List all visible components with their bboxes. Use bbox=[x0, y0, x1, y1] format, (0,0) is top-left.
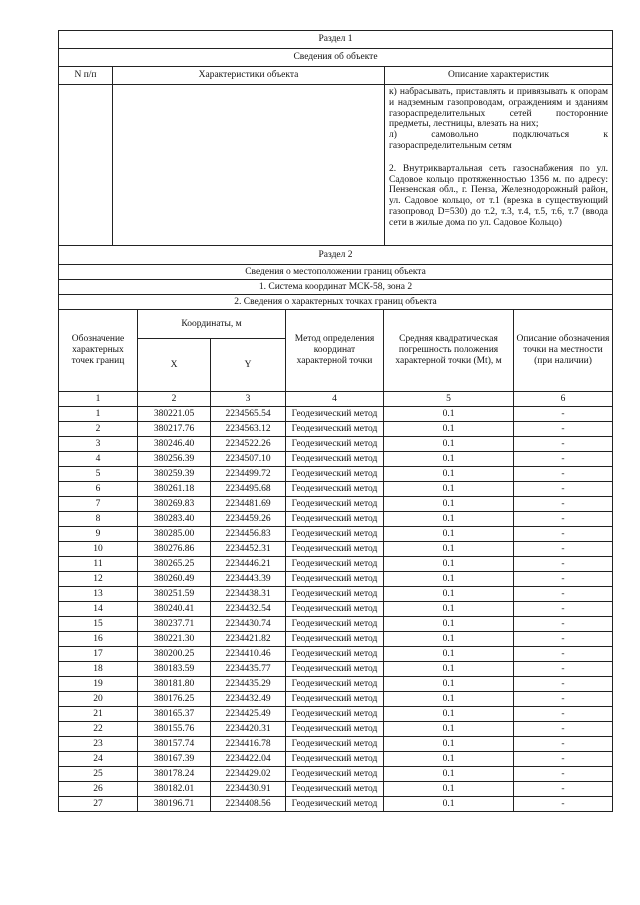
empty-cell bbox=[113, 85, 385, 246]
point-description: - bbox=[514, 437, 613, 452]
point-number: 1 bbox=[59, 407, 138, 422]
point-description: - bbox=[514, 422, 613, 437]
error-value: 0.1 bbox=[384, 752, 514, 767]
error-value: 0.1 bbox=[384, 527, 514, 542]
method: Геодезический метод bbox=[286, 617, 384, 632]
coord-y: 2234456.83 bbox=[211, 527, 286, 542]
point-number: 22 bbox=[59, 722, 138, 737]
coord-x: 380178.24 bbox=[138, 767, 211, 782]
coordinate-system: 1. Система координат МСК-58, зона 2 bbox=[59, 280, 613, 295]
table-row bbox=[59, 632, 613, 647]
table-row bbox=[59, 707, 613, 722]
method: Геодезический метод bbox=[286, 437, 384, 452]
coord-x: 380237.71 bbox=[138, 617, 211, 632]
coord-y: 2234420.31 bbox=[211, 722, 286, 737]
point-description: - bbox=[514, 707, 613, 722]
table-row bbox=[59, 527, 613, 542]
coord-x: 380276.86 bbox=[138, 542, 211, 557]
error-value: 0.1 bbox=[384, 452, 514, 467]
section2-subtitle: Сведения о местоположении границ объекта bbox=[59, 265, 613, 280]
coord-x: 380269.83 bbox=[138, 497, 211, 512]
point-description: - bbox=[514, 587, 613, 602]
table-row bbox=[59, 722, 613, 737]
error-value: 0.1 bbox=[384, 677, 514, 692]
coord-y: 2234421.82 bbox=[211, 632, 286, 647]
point-number: 24 bbox=[59, 752, 138, 767]
point-description: - bbox=[514, 602, 613, 617]
col-number: 3 bbox=[211, 392, 286, 407]
coord-x: 380196.71 bbox=[138, 797, 211, 812]
coord-y: 2234495.68 bbox=[211, 482, 286, 497]
point-description: - bbox=[514, 662, 613, 677]
method: Геодезический метод bbox=[286, 602, 384, 617]
error-value: 0.1 bbox=[384, 662, 514, 677]
col-number: 5 bbox=[384, 392, 514, 407]
method: Геодезический метод bbox=[286, 707, 384, 722]
col-number: 4 bbox=[286, 392, 384, 407]
point-number: 10 bbox=[59, 542, 138, 557]
method: Геодезический метод bbox=[286, 422, 384, 437]
header-y: Y bbox=[211, 339, 286, 392]
method: Геодезический метод bbox=[286, 482, 384, 497]
method: Геодезический метод bbox=[286, 782, 384, 797]
coord-x: 380259.39 bbox=[138, 467, 211, 482]
coord-x: 380165.37 bbox=[138, 707, 211, 722]
error-value: 0.1 bbox=[384, 797, 514, 812]
method: Геодезический метод bbox=[286, 467, 384, 482]
method: Геодезический метод bbox=[286, 407, 384, 422]
point-number: 11 bbox=[59, 557, 138, 572]
header-designation: Обозначение характерных точек границ bbox=[59, 310, 138, 392]
error-value: 0.1 bbox=[384, 482, 514, 497]
col-number: 1 bbox=[59, 392, 138, 407]
error-value: 0.1 bbox=[384, 692, 514, 707]
point-description: - bbox=[514, 647, 613, 662]
table-row bbox=[59, 542, 613, 557]
method: Геодезический метод bbox=[286, 587, 384, 602]
point-number: 27 bbox=[59, 797, 138, 812]
method: Геодезический метод bbox=[286, 692, 384, 707]
coord-x: 380221.05 bbox=[138, 407, 211, 422]
coord-y: 2234430.74 bbox=[211, 617, 286, 632]
method: Геодезический метод bbox=[286, 662, 384, 677]
error-value: 0.1 bbox=[384, 512, 514, 527]
table-row bbox=[59, 752, 613, 767]
coord-y: 2234565.54 bbox=[211, 407, 286, 422]
point-number: 13 bbox=[59, 587, 138, 602]
coord-y: 2234408.56 bbox=[211, 797, 286, 812]
document-page bbox=[58, 30, 612, 812]
coord-x: 380157.74 bbox=[138, 737, 211, 752]
point-description: - bbox=[514, 572, 613, 587]
error-value: 0.1 bbox=[384, 647, 514, 662]
error-value: 0.1 bbox=[384, 422, 514, 437]
point-number: 25 bbox=[59, 767, 138, 782]
error-value: 0.1 bbox=[384, 632, 514, 647]
error-value: 0.1 bbox=[384, 497, 514, 512]
coord-x: 380221.30 bbox=[138, 632, 211, 647]
desc-item-2: 2. Внутриквартальная сеть газоснабжения по ул. Садовое кольцо протяженностью 1356 м. по адресу: Пензенская обл., г. Пенза, Железнодорожный район, ул. Садовое кольцо, от т.1 (врезка в существующий газопровод D=530) до т.2, т.3, т.4, т.5, т.6, т.7 (ввода сети в жилые дома по ул. Садовое Кольцо) bbox=[389, 163, 608, 228]
col-header-num: N п/п bbox=[59, 67, 113, 85]
table-row bbox=[59, 797, 613, 812]
point-number: 20 bbox=[59, 692, 138, 707]
coord-y: 2234446.21 bbox=[211, 557, 286, 572]
method: Геодезический метод bbox=[286, 572, 384, 587]
error-value: 0.1 bbox=[384, 557, 514, 572]
point-number: 15 bbox=[59, 617, 138, 632]
point-description: - bbox=[514, 752, 613, 767]
section2-table bbox=[58, 246, 613, 812]
desc-item-k: к) набрасывать, приставлять и привязывать к опорам и надземным газопроводам, ограждениям и зданиям газораспределительных сетей посторонние предметы, лестницы, влезать на них; bbox=[389, 87, 608, 130]
point-description: - bbox=[514, 722, 613, 737]
error-value: 0.1 bbox=[384, 707, 514, 722]
error-value: 0.1 bbox=[384, 437, 514, 452]
error-value: 0.1 bbox=[384, 617, 514, 632]
method: Геодезический метод bbox=[286, 677, 384, 692]
table-row bbox=[59, 407, 613, 422]
coord-x: 380261.18 bbox=[138, 482, 211, 497]
table-row bbox=[59, 767, 613, 782]
error-value: 0.1 bbox=[384, 767, 514, 782]
point-description: - bbox=[514, 737, 613, 752]
table-row bbox=[59, 602, 613, 617]
method: Геодезический метод bbox=[286, 557, 384, 572]
point-number: 8 bbox=[59, 512, 138, 527]
error-value: 0.1 bbox=[384, 722, 514, 737]
method: Геодезический метод bbox=[286, 497, 384, 512]
error-value: 0.1 bbox=[384, 467, 514, 482]
section1-subtitle: Сведения об объекте bbox=[59, 49, 613, 67]
col-number: 2 bbox=[138, 392, 211, 407]
table-row bbox=[59, 482, 613, 497]
error-value: 0.1 bbox=[384, 587, 514, 602]
point-number: 17 bbox=[59, 647, 138, 662]
point-description: - bbox=[514, 407, 613, 422]
coord-x: 380200.25 bbox=[138, 647, 211, 662]
point-number: 5 bbox=[59, 467, 138, 482]
point-description: - bbox=[514, 797, 613, 812]
error-value: 0.1 bbox=[384, 602, 514, 617]
point-description: - bbox=[514, 677, 613, 692]
coord-y: 2234435.29 bbox=[211, 677, 286, 692]
point-description: - bbox=[514, 497, 613, 512]
header-description: Описание обозначения точки на местности (при наличии) bbox=[514, 310, 613, 392]
table-row bbox=[59, 647, 613, 662]
coord-y: 2234410.46 bbox=[211, 647, 286, 662]
coord-x: 380260.49 bbox=[138, 572, 211, 587]
point-number: 3 bbox=[59, 437, 138, 452]
coord-y: 2234438.31 bbox=[211, 587, 286, 602]
table-row bbox=[59, 452, 613, 467]
coord-y: 2234481.69 bbox=[211, 497, 286, 512]
table-row bbox=[59, 422, 613, 437]
table-row bbox=[59, 692, 613, 707]
coord-x: 380183.59 bbox=[138, 662, 211, 677]
table-row bbox=[59, 782, 613, 797]
coord-x: 380256.39 bbox=[138, 452, 211, 467]
error-value: 0.1 bbox=[384, 737, 514, 752]
section2-title: Раздел 2 bbox=[59, 246, 613, 265]
section1-table bbox=[58, 30, 613, 246]
coord-y: 2234435.77 bbox=[211, 662, 286, 677]
point-number: 9 bbox=[59, 527, 138, 542]
error-value: 0.1 bbox=[384, 542, 514, 557]
coord-y: 2234429.02 bbox=[211, 767, 286, 782]
col-header-characteristics: Характеристики объекта bbox=[113, 67, 385, 85]
header-coords: Координаты, м bbox=[138, 310, 286, 339]
table-row bbox=[59, 512, 613, 527]
coord-x: 380285.00 bbox=[138, 527, 211, 542]
coord-y: 2234452.31 bbox=[211, 542, 286, 557]
point-number: 19 bbox=[59, 677, 138, 692]
coord-x: 380167.39 bbox=[138, 752, 211, 767]
coord-x: 380176.25 bbox=[138, 692, 211, 707]
coord-x: 380246.40 bbox=[138, 437, 211, 452]
coord-y: 2234459.26 bbox=[211, 512, 286, 527]
point-description: - bbox=[514, 692, 613, 707]
point-number: 2 bbox=[59, 422, 138, 437]
method: Геодезический метод bbox=[286, 452, 384, 467]
coord-x: 380283.40 bbox=[138, 512, 211, 527]
coord-y: 2234443.39 bbox=[211, 572, 286, 587]
method: Геодезический метод bbox=[286, 647, 384, 662]
section1-title: Раздел 1 bbox=[59, 31, 613, 49]
table-row bbox=[59, 587, 613, 602]
point-number: 7 bbox=[59, 497, 138, 512]
point-number: 14 bbox=[59, 602, 138, 617]
table-row bbox=[59, 662, 613, 677]
point-number: 23 bbox=[59, 737, 138, 752]
point-description: - bbox=[514, 632, 613, 647]
coord-x: 380265.25 bbox=[138, 557, 211, 572]
coord-x: 380240.41 bbox=[138, 602, 211, 617]
point-description: - bbox=[514, 782, 613, 797]
coord-x: 380217.76 bbox=[138, 422, 211, 437]
coord-y: 2234416.78 bbox=[211, 737, 286, 752]
error-value: 0.1 bbox=[384, 782, 514, 797]
point-description: - bbox=[514, 767, 613, 782]
desc-item-l: л) самовольно подключаться к газораспределительным сетям bbox=[389, 130, 608, 151]
method: Геодезический метод bbox=[286, 752, 384, 767]
point-description: - bbox=[514, 617, 613, 632]
point-description: - bbox=[514, 512, 613, 527]
method: Геодезический метод bbox=[286, 527, 384, 542]
coord-x: 380155.76 bbox=[138, 722, 211, 737]
coord-x: 380251.59 bbox=[138, 587, 211, 602]
method: Геодезический метод bbox=[286, 797, 384, 812]
point-number: 4 bbox=[59, 452, 138, 467]
description-cell bbox=[385, 85, 613, 246]
coord-y: 2234522.26 bbox=[211, 437, 286, 452]
point-description: - bbox=[514, 467, 613, 482]
method: Геодезический метод bbox=[286, 632, 384, 647]
method: Геодезический метод bbox=[286, 542, 384, 557]
point-number: 21 bbox=[59, 707, 138, 722]
table-row bbox=[59, 557, 613, 572]
coord-y: 2234425.49 bbox=[211, 707, 286, 722]
error-value: 0.1 bbox=[384, 407, 514, 422]
coord-y: 2234432.54 bbox=[211, 602, 286, 617]
points-table-body bbox=[59, 407, 613, 812]
point-description: - bbox=[514, 557, 613, 572]
header-x: X bbox=[138, 339, 211, 392]
coord-x: 380182.01 bbox=[138, 782, 211, 797]
point-number: 12 bbox=[59, 572, 138, 587]
coord-y: 2234507.10 bbox=[211, 452, 286, 467]
method: Геодезический метод bbox=[286, 722, 384, 737]
point-description: - bbox=[514, 542, 613, 557]
coord-y: 2234563.12 bbox=[211, 422, 286, 437]
table-row bbox=[59, 437, 613, 452]
table-row bbox=[59, 467, 613, 482]
point-description: - bbox=[514, 482, 613, 497]
coord-x: 380181.80 bbox=[138, 677, 211, 692]
coord-y: 2234499.72 bbox=[211, 467, 286, 482]
table-row bbox=[59, 617, 613, 632]
empty-cell bbox=[59, 85, 113, 246]
col-number: 6 bbox=[514, 392, 613, 407]
coord-y: 2234432.49 bbox=[211, 692, 286, 707]
col-header-description: Описание характеристик bbox=[385, 67, 613, 85]
points-title: 2. Сведения о характерных точках границ объекта bbox=[59, 295, 613, 310]
method: Геодезический метод bbox=[286, 512, 384, 527]
point-description: - bbox=[514, 452, 613, 467]
error-value: 0.1 bbox=[384, 572, 514, 587]
table-row bbox=[59, 737, 613, 752]
header-error: Средняя квадратическая погрешность положения характерной точки (Mt), м bbox=[384, 310, 514, 392]
point-number: 16 bbox=[59, 632, 138, 647]
table-row bbox=[59, 572, 613, 587]
method: Геодезический метод bbox=[286, 767, 384, 782]
method: Геодезический метод bbox=[286, 737, 384, 752]
point-number: 6 bbox=[59, 482, 138, 497]
table-row bbox=[59, 677, 613, 692]
header-method: Метод определения координат характерной точки bbox=[286, 310, 384, 392]
coord-y: 2234430.91 bbox=[211, 782, 286, 797]
point-number: 18 bbox=[59, 662, 138, 677]
table-row bbox=[59, 497, 613, 512]
coord-y: 2234422.04 bbox=[211, 752, 286, 767]
point-description: - bbox=[514, 527, 613, 542]
point-number: 26 bbox=[59, 782, 138, 797]
